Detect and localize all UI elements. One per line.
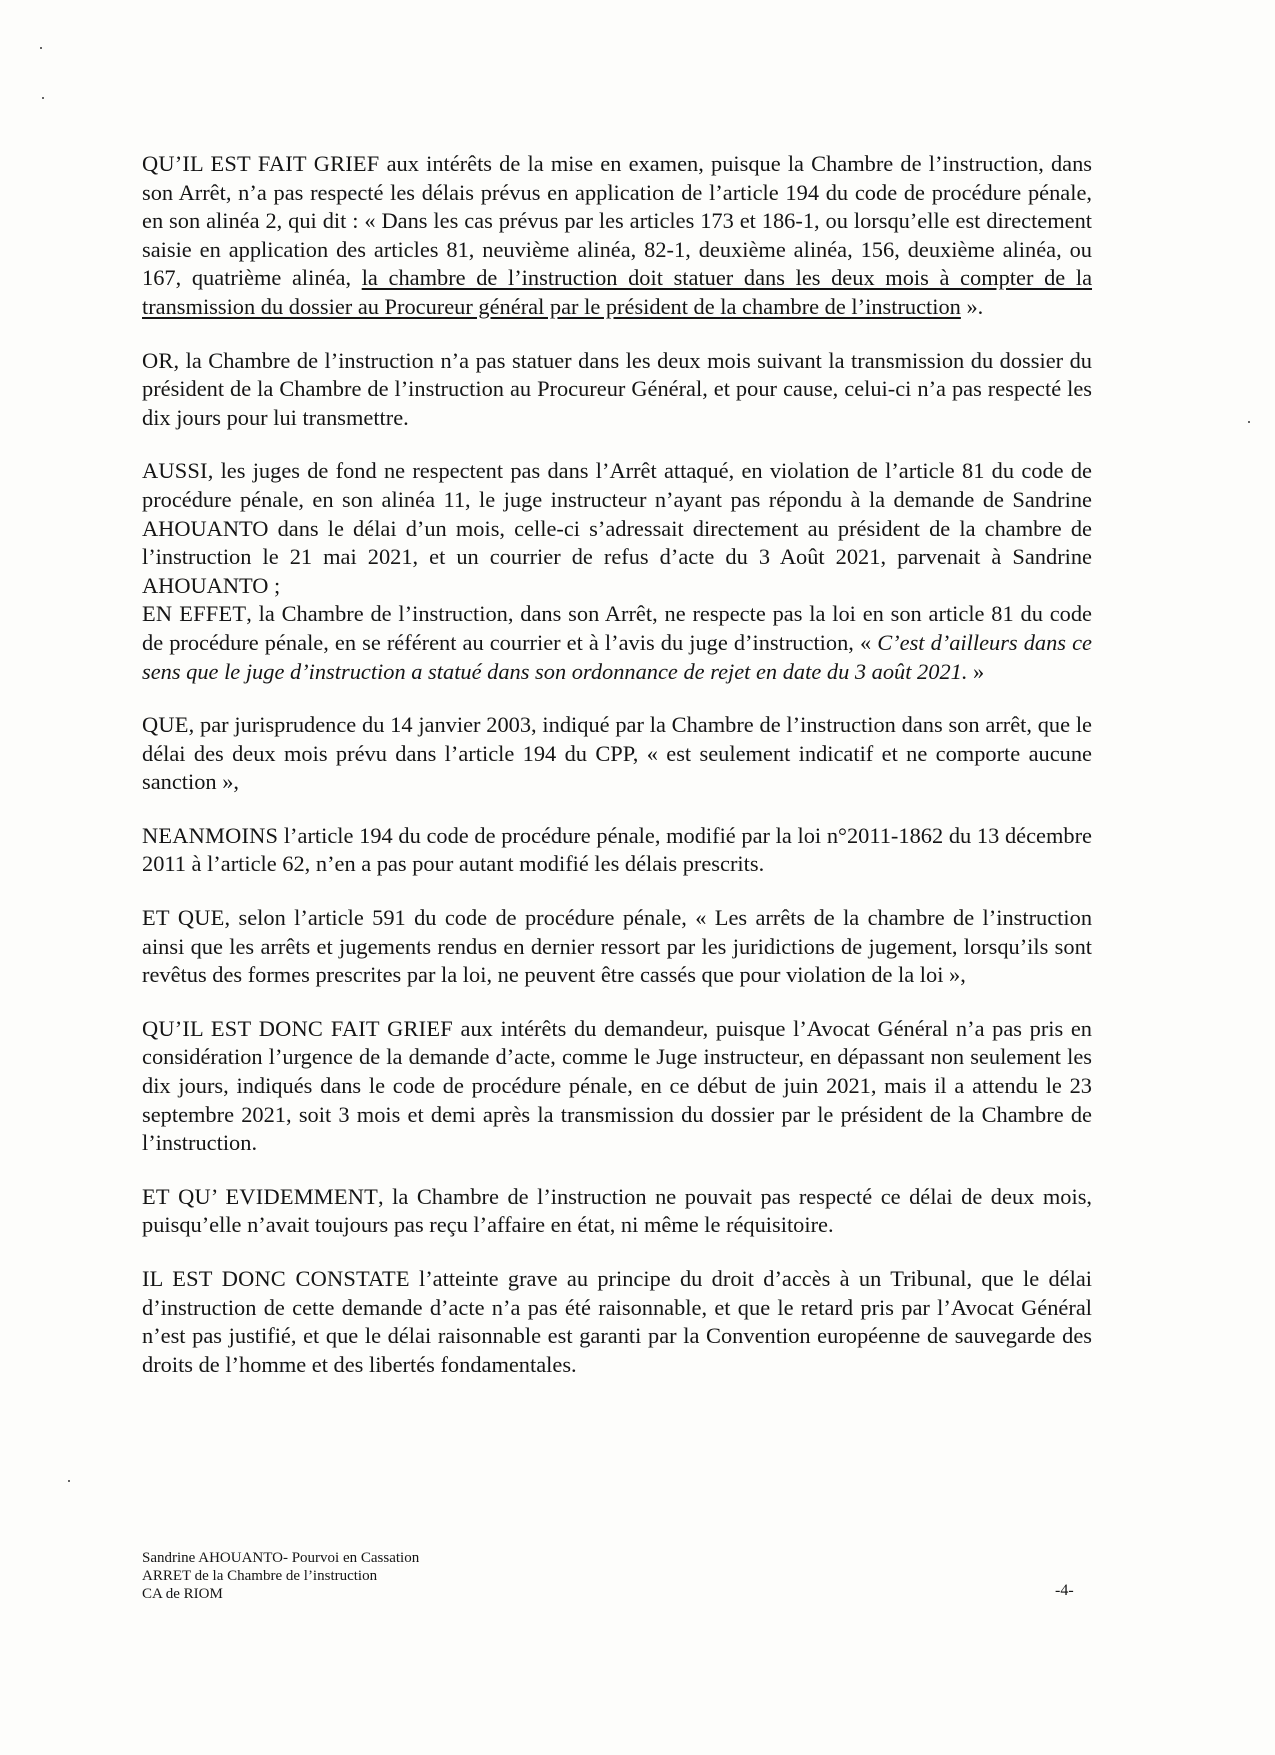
paragraph-lead: ET QU’ EVIDEMMENT — [142, 1183, 379, 1209]
document-body — [142, 150, 1092, 1404]
paragraph-tail: » — [967, 658, 985, 684]
footer-line-case: Sandrine AHOUANTO- Pourvoi en Cassation — [142, 1550, 420, 1566]
paragraph-constate — [142, 1265, 1092, 1379]
paragraph-grief-avocat — [142, 1015, 1092, 1158]
document-footer — [142, 1549, 419, 1603]
paragraph-en-effet — [142, 600, 1092, 686]
scan-speck — [1248, 421, 1250, 423]
paragraph-text: l’atteinte grave au principe du droit d’accès à un Tribunal, que le délai d’instruction de cette demande d’acte n’a pas été raisonnable, et que le retard pris par l’Avocat Général n’est pas justifié, et que le délai raisonnable est garanti par la Convention européenne de sauvegarde des droits de l’homme et des libertés fondamentales. — [142, 1266, 1093, 1377]
paragraph-evidemment — [142, 1183, 1092, 1240]
paragraph-text: aux intérêts du demandeur, puisque l’Avocat Général n’a pas pris en considération l’urgence de la demande d’acte, comme le Juge instructeur, en dépassant non seulement les dix jours, indiqués dans le code de procédure pénale, en ce début de juin 2021, mais il a attendu le 23 septembre 2021, soit 3 mois et demi après la transmission du dossier par le président de la Chambre de l’instruction. — [142, 1015, 1092, 1156]
paragraph-text: aux intérêts de la mise en examen, puisque la Chambre de l’instruction, dans son Arrêt, n’a pas respecté les délais prévus en application de l’article 194 du code de procédure pénale, en son alinéa 2, qui dit : « Dans les cas prévus par les articles 173 et 186-1, ou lorsqu’elle est directement saisie en application des articles 81, neuvième alinéa, 82-1, deuxième alinéa, 156, deuxième alinéa, ou 167, quatrième alinéa, — [142, 151, 1093, 291]
paragraph-aussi — [142, 457, 1092, 600]
paragraph-tail: ». — [960, 293, 984, 319]
paragraph-lead: QUE — [142, 712, 189, 738]
paragraph-et-que — [142, 904, 1092, 990]
paragraph-text: , la Chambre de l’instruction n’a pas statuer dans les deux mois suivant la transmission du dossier du président de la Chambre de l’instruction au Procureur Général, et pour cause, celui-ci n’a pas respecté les dix jours pour lui transmettre. — [142, 347, 1092, 430]
paragraph-text: l’article 194 du code de procédure pénale, modifié par la loi n°2011-1862 du 13 décembre 2011 à l’article 62, n’en a pas pour autant modifié les délais prescrits. — [142, 822, 1092, 877]
paragraph-lead: ET QUE — [142, 905, 225, 931]
scan-speck — [42, 97, 44, 99]
scan-speck — [40, 47, 42, 49]
footer-line-court: CA de RIOM — [142, 1586, 223, 1602]
paragraph-lead: IL EST DONC CONSTATE — [142, 1266, 410, 1291]
paragraph-text: , la Chambre de l’instruction, dans son Arrêt, ne respecte pas la loi en son article 81 du code de procédure pénale, en se référent au courrier et à l’avis du juge d’instruction, « — [142, 601, 1092, 655]
paragraph-lead: NEANMOINS — [142, 822, 279, 848]
page-number: -4- — [1055, 1582, 1074, 1599]
paragraph-lead: EN EFFET — [142, 601, 247, 627]
paragraph-text: , la Chambre de l’instruction ne pouvait pas respecté ce délai de deux mois, puisqu’elle n’avait toujours pas reçu l’affaire en état, ni même le réquisitoire. — [142, 1183, 1093, 1238]
paragraph-lead: QU’IL EST DONC FAIT GRIEF — [142, 1015, 453, 1041]
paragraph-text: , selon l’article 591 du code de procédure pénale, « Les arrêts de la chambre de l’instruction ainsi que les arrêts et jugements rendus en dernier ressort par les juridictions de jugement, lorsqu’ils sont revêtus des formes prescrites par la loi, ne peuvent être cassés que pour violation de la loi », — [142, 905, 1093, 988]
paragraph-lead: AUSSI — [142, 458, 208, 484]
underlined-quote: la chambre de l’instruction doit statuer dans les deux mois à compter de la transmission du dossier au Procureur général par le président de la chambre de l’instruction — [142, 265, 1093, 319]
paragraph-que — [142, 711, 1092, 797]
paragraph-lead: OR — [142, 347, 174, 373]
paragraph-lead: QU’IL EST FAIT GRIEF — [142, 151, 380, 176]
paragraph-or — [142, 347, 1092, 433]
scan-speck — [68, 1480, 70, 1482]
italic-quote: C’est d’ailleurs dans ce sens que le juge d’instruction a statué dans son ordonnance de rejet en date du 3 août 2021. — [142, 629, 1092, 684]
paragraph-text: , les juges de fond ne respectent pas dans l’Arrêt attaqué, en violation de l’article 81 du code de procédure pénale, en son alinéa 11, le juge instructeur n’ayant pas répondu à la demande de Sandrine AHOUANTO dans le délai d’un mois, celle-ci s’adressait directement au président de la chambre de l’instruction le 21 mai 2021, et un courrier de refus d’acte du 3 Août 2021, parvenait à Sandrine AHOUANTO ; — [142, 458, 1092, 598]
paragraph-neanmoins — [142, 822, 1092, 879]
paragraph-grief-delais — [142, 150, 1092, 322]
paragraph-text: , par jurisprudence du 14 janvier 2003, indiqué par la Chambre de l’instruction dans son arrêt, que le délai des deux mois prévu dans l’article 194 du CPP, « est seulement indicatif et ne comporte aucune sanction », — [142, 712, 1092, 795]
footer-line-arret: ARRET de la Chambre de l’instruction — [142, 1568, 378, 1584]
